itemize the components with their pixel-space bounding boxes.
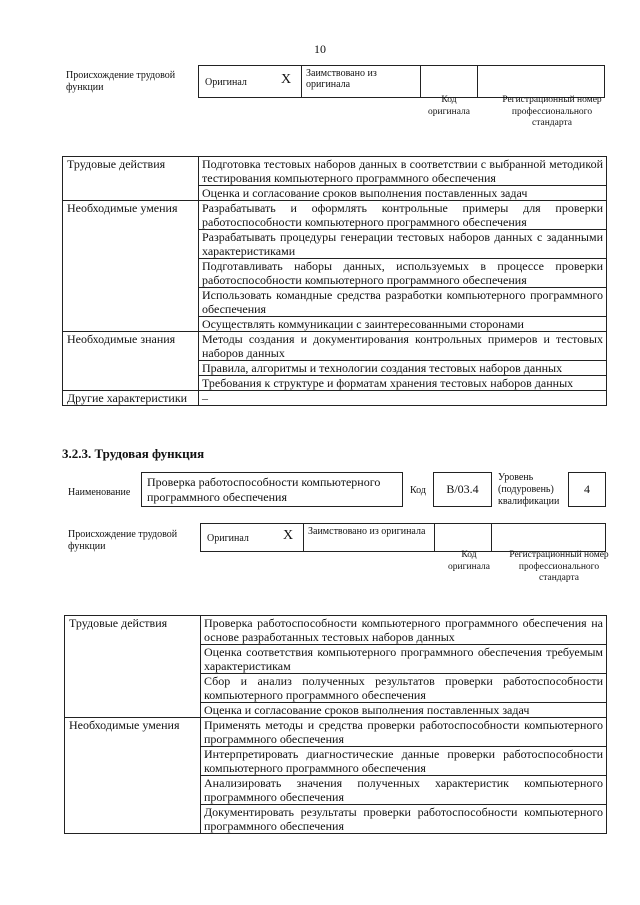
row-item: Интерпретировать диагностические данные проверки работоспособности компьютерного программного обеспечения	[201, 747, 607, 776]
level-cell	[568, 472, 606, 507]
origin-reg-cell-2	[491, 523, 606, 552]
table-row	[63, 157, 607, 186]
function-code: В/03.4	[446, 482, 479, 496]
row-header: Трудовые действия	[65, 616, 201, 718]
reg-caption-2: Регистрационный номер профессионального стандарта	[509, 550, 609, 583]
table-row	[65, 616, 607, 645]
row-item: Подготавливать наборы данных, используемых в процессе проверки работоспособности компьютерного программного обеспечения	[199, 259, 607, 288]
row-item: Разрабатывать и оформлять контрольные примеры для проверки работоспособности компьютерного программного обеспечения	[199, 201, 607, 230]
table-row	[63, 332, 607, 361]
origin-original-label: Оригинал	[205, 77, 247, 88]
function-name-cell	[141, 472, 403, 507]
origin-code-cell-2	[434, 523, 492, 552]
row-item: Оценка соответствия компьютерного программного обеспечения требуемым характеристикам	[201, 645, 607, 674]
table-row	[65, 718, 607, 747]
row-item: Анализировать значения полученных характеристик компьютерного программного обеспечения	[201, 776, 607, 805]
origin-borrowed-cell-2	[303, 523, 435, 552]
level-value: 4	[584, 482, 590, 496]
row-item: –	[199, 391, 607, 406]
code-caption-2: Код оригинала	[448, 550, 490, 572]
row-item: Оценка и согласование сроков выполнения поставленных задач	[199, 186, 607, 201]
origin-label: Происхождение трудовой функции	[66, 70, 176, 93]
row-header: Необходимые умения	[63, 201, 199, 332]
origin-original-cell	[198, 65, 302, 98]
row-item: Осуществлять коммуникации с заинтересованными сторонами	[199, 317, 607, 332]
origin-mark-2: X	[283, 528, 294, 543]
page-number: 10	[314, 42, 326, 56]
labor-function-table-1	[62, 156, 607, 406]
origin-borrowed-label-2: Заимствовано из оригинала	[308, 526, 426, 537]
row-item: Использовать командные средства разработки компьютерного программного обеспечения	[199, 288, 607, 317]
code-label: Код	[410, 485, 426, 496]
row-item: Разрабатывать процедуры генерации тестовых наборов данных с заданными характеристиками	[199, 230, 607, 259]
function-code-cell	[433, 472, 492, 507]
row-header: Необходимые знания	[63, 332, 199, 391]
name-label: Наименование	[68, 487, 131, 498]
origin-original-label-2: Оригинал	[207, 533, 249, 544]
row-header: Другие характеристики	[63, 391, 199, 406]
origin-borrowed-cell	[301, 65, 421, 98]
row-item: Сбор и анализ полученных результатов проверки работоспособности компьютерного программного обеспечения	[201, 674, 607, 703]
row-item: Требования к структуре и форматам хранения тестовых наборов данных	[199, 376, 607, 391]
row-item: Оценка и согласование сроков выполнения поставленных задач	[201, 703, 607, 718]
reg-caption: Регистрационный номер профессионального стандарта	[502, 95, 602, 128]
labor-function-table-2	[64, 615, 607, 834]
origin-label-2: Происхождение трудовой функции	[68, 529, 178, 552]
row-item: Проверка работоспособности компьютерного программного обеспечения на основе разработанных тестовых наборов данных	[201, 616, 607, 645]
origin-reg-cell	[477, 65, 605, 98]
code-caption: Код оригинала	[428, 95, 470, 117]
level-label: Уровень (подуровень) квалификации	[498, 472, 560, 507]
origin-borrowed-label: Заимствовано из оригинала	[306, 68, 377, 90]
row-item: Методы создания и документирования контрольных примеров и тестовых наборов данных	[199, 332, 607, 361]
section-title: 3.2.3. Трудовая функция	[62, 446, 205, 461]
origin-code-cell	[420, 65, 478, 98]
row-item: Правила, алгоритмы и технологии создания тестовых наборов данных	[199, 361, 607, 376]
row-header: Необходимые умения	[65, 718, 201, 834]
function-name: Проверка работоспособности компьютерного программного обеспечения	[147, 475, 381, 504]
row-item: Подготовка тестовых наборов данных в соответствии с выбранной методикой тестирования компьютерного программного обеспечения	[199, 157, 607, 186]
table-row	[63, 391, 607, 406]
table-row	[63, 201, 607, 230]
row-item: Документировать результаты проверки работоспособности компьютерного программного обеспечения	[201, 805, 607, 834]
origin-mark: X	[281, 72, 292, 87]
row-item: Применять методы и средства проверки работоспособности компьютерного программного обеспечения	[201, 718, 607, 747]
origin-original-cell-2	[200, 523, 304, 552]
row-header: Трудовые действия	[63, 157, 199, 201]
